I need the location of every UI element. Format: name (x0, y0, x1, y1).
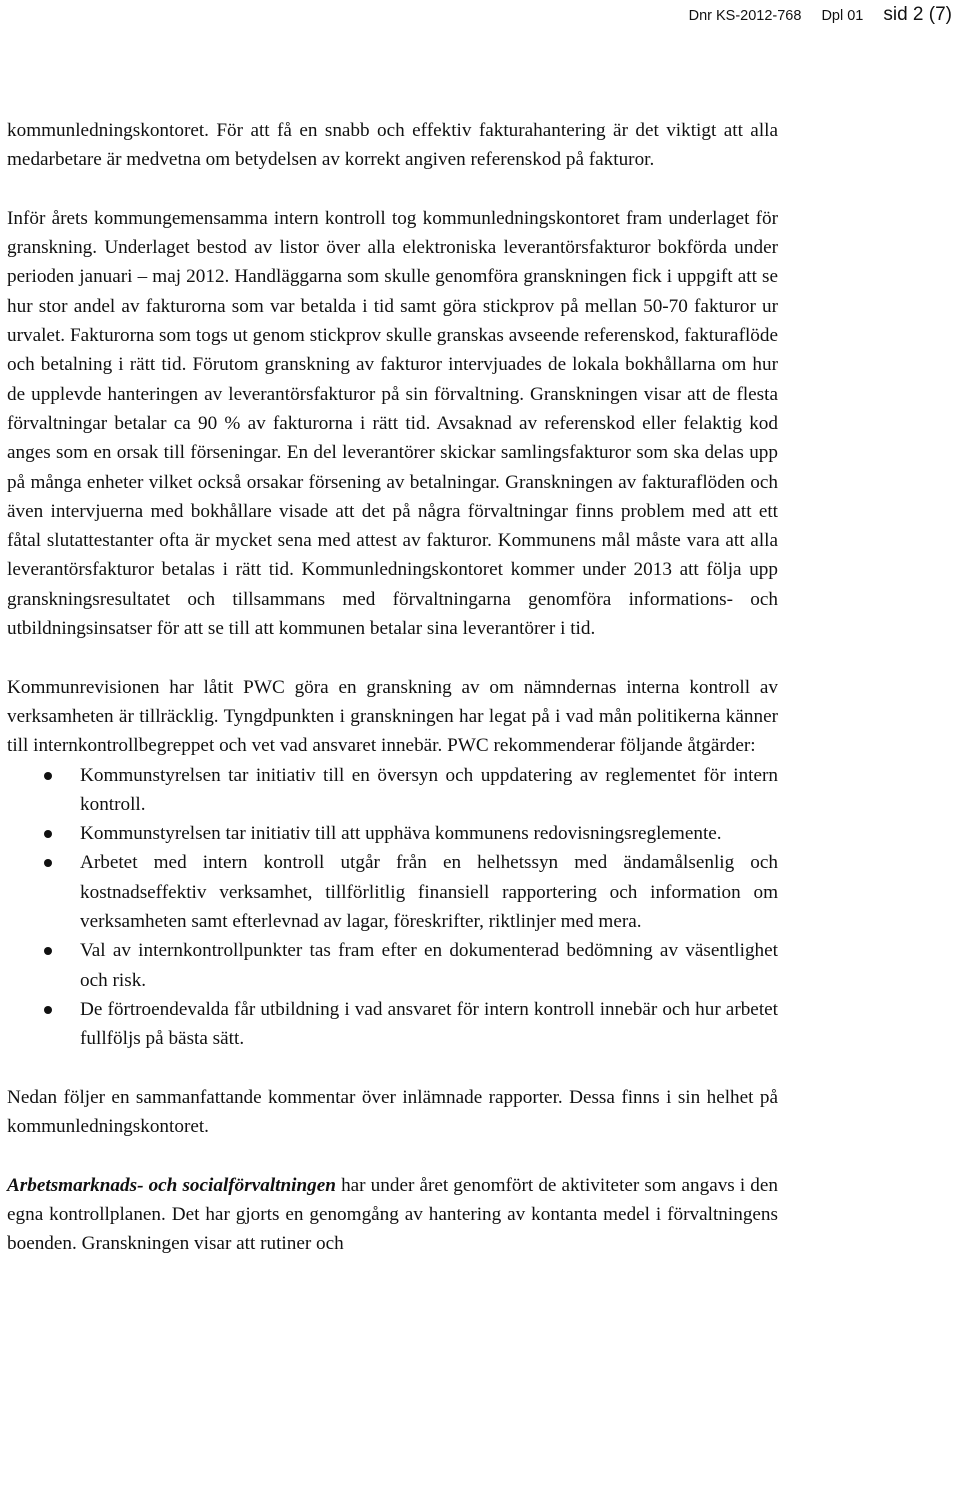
bullet-icon (44, 830, 52, 838)
list-item-text: De förtroendevalda får utbildning i vad ansvaret för intern kontroll innebär och hur arbetet fullföljs på bästa sätt. (80, 998, 778, 1050)
paragraph-text: har under året genomfört de aktiviteter som angavs i den egna kontrollplanen. Det har gjorts en genomgång av hantering av kontanta medel i förvaltningens boenden. Granskningen visar att rutiner och (7, 1174, 779, 1255)
body-text (7, 116, 778, 1259)
recommendation-list (7, 761, 778, 1054)
paragraph-intro: kommunledningskontoret. För att få en snabb och effektiv fakturahantering är det viktigt att alla medarbetare är medvetna om betydelsen av korrekt angiven referenskod på fakturor. (7, 120, 778, 171)
list-item-text: Kommunstyrelsen tar initiativ till att upphäva kommunens redovisningsreglemente. (80, 823, 722, 845)
document-reference: Dnr KS-2012-768 (688, 8, 802, 24)
list-item-text: Arbetet med intern kontroll utgår från en helhetssyn med ändamålsenlig och kostnadseffektiv verksamhet, tillförlitlig finansiell rapportering och information om verksamheten samt efterlevnad av lagar, föreskrifter, riktlinjer med mera. (80, 852, 778, 933)
list-item (7, 995, 778, 1054)
page-header (689, 4, 952, 26)
paragraph-internal-control: Inför årets kommungemensamma intern kontroll tog kommunledningskontoret fram underlaget för granskning. Underlaget bestod av listor över alla elektroniska leverantörsfakturor bokförda under perioden januari – maj 2012. Handläggarna som skulle genomföra granskningen fick i uppgift att se hur stor andel av fakturorna som var betalda i tid samt göra stickprov på mellan 50-70 fakturor ur urvalet. Fakturorna som togs ut genom stickprov skulle granskas avseende referenskod, fakturaflöde och betalning i rätt tid. Förutom granskning av fakturor intervjuades de lokala bokhållarna om hur de upplevde hanteringen av leverantörsfakturor på sin förvaltning. Granskningen visar att de flesta förvaltningar betalar ca 90 % av fakturorna i rätt tid. Avsaknad av referenskod eller felaktig kod anges som en orsak till förseningar. En del leverantörer skickar samlingsfakturor som ska delas upp på många enheter vilket också orsakar försening av betalningar. Granskningen av fakturaflöden och även intervjuerna med bokhållare visade att det på några förvaltningar finns problem med att ett fåtal slutattestanter ofta är mycket sena med attest av fakturor. Kommunens mål måste vara att alla leverantörsfakturor betalas i rätt tid. Kommunledningskontoret kommer under 2013 att följa upp granskningsresultatet och tillsammans med förvaltningarna genomföra informations- och utbildningsinsatser för att se till att kommunen betalar sina leverantörer i tid. (7, 207, 778, 640)
paragraph-summary-intro: Nedan följer en sammanfattande kommentar över inlämnade rapporter. Dessa finns i sin helhet på kommunledningskontoret. (7, 1086, 778, 1138)
list-item-text: Val av internkontrollpunkter tas fram efter en dokumenterad bedömning av väsentlighet och risk. (80, 940, 778, 991)
page-number: sid 2 (7) (883, 4, 952, 25)
list-item (7, 819, 778, 848)
bullet-icon (44, 947, 52, 955)
list-item (7, 761, 778, 820)
paragraph-pwc-review: Kommunrevisionen har låtit PWC göra en granskning av om nämndernas interna kontroll av verksamheten är tillräcklig. Tyngdpunkten i granskningen har legat på i vad mån politikerna känner till internkontrollbegreppet och vet vad ansvaret innebär. PWC rekommenderar följande åtgärder: (7, 676, 778, 757)
list-item-text: Kommunstyrelsen tar initiativ till en översyn och uppdatering av reglementet för intern kontroll. (80, 764, 778, 815)
document-part: Dpl 01 (821, 8, 864, 24)
bullet-icon (44, 772, 52, 780)
list-item (7, 936, 778, 995)
department-name: Arbetsmarknads- och socialförvaltningen (7, 1174, 336, 1196)
bullet-icon (44, 1006, 52, 1014)
paragraph-social-services (7, 1171, 778, 1259)
list-item (7, 848, 778, 936)
bullet-icon (44, 859, 52, 867)
